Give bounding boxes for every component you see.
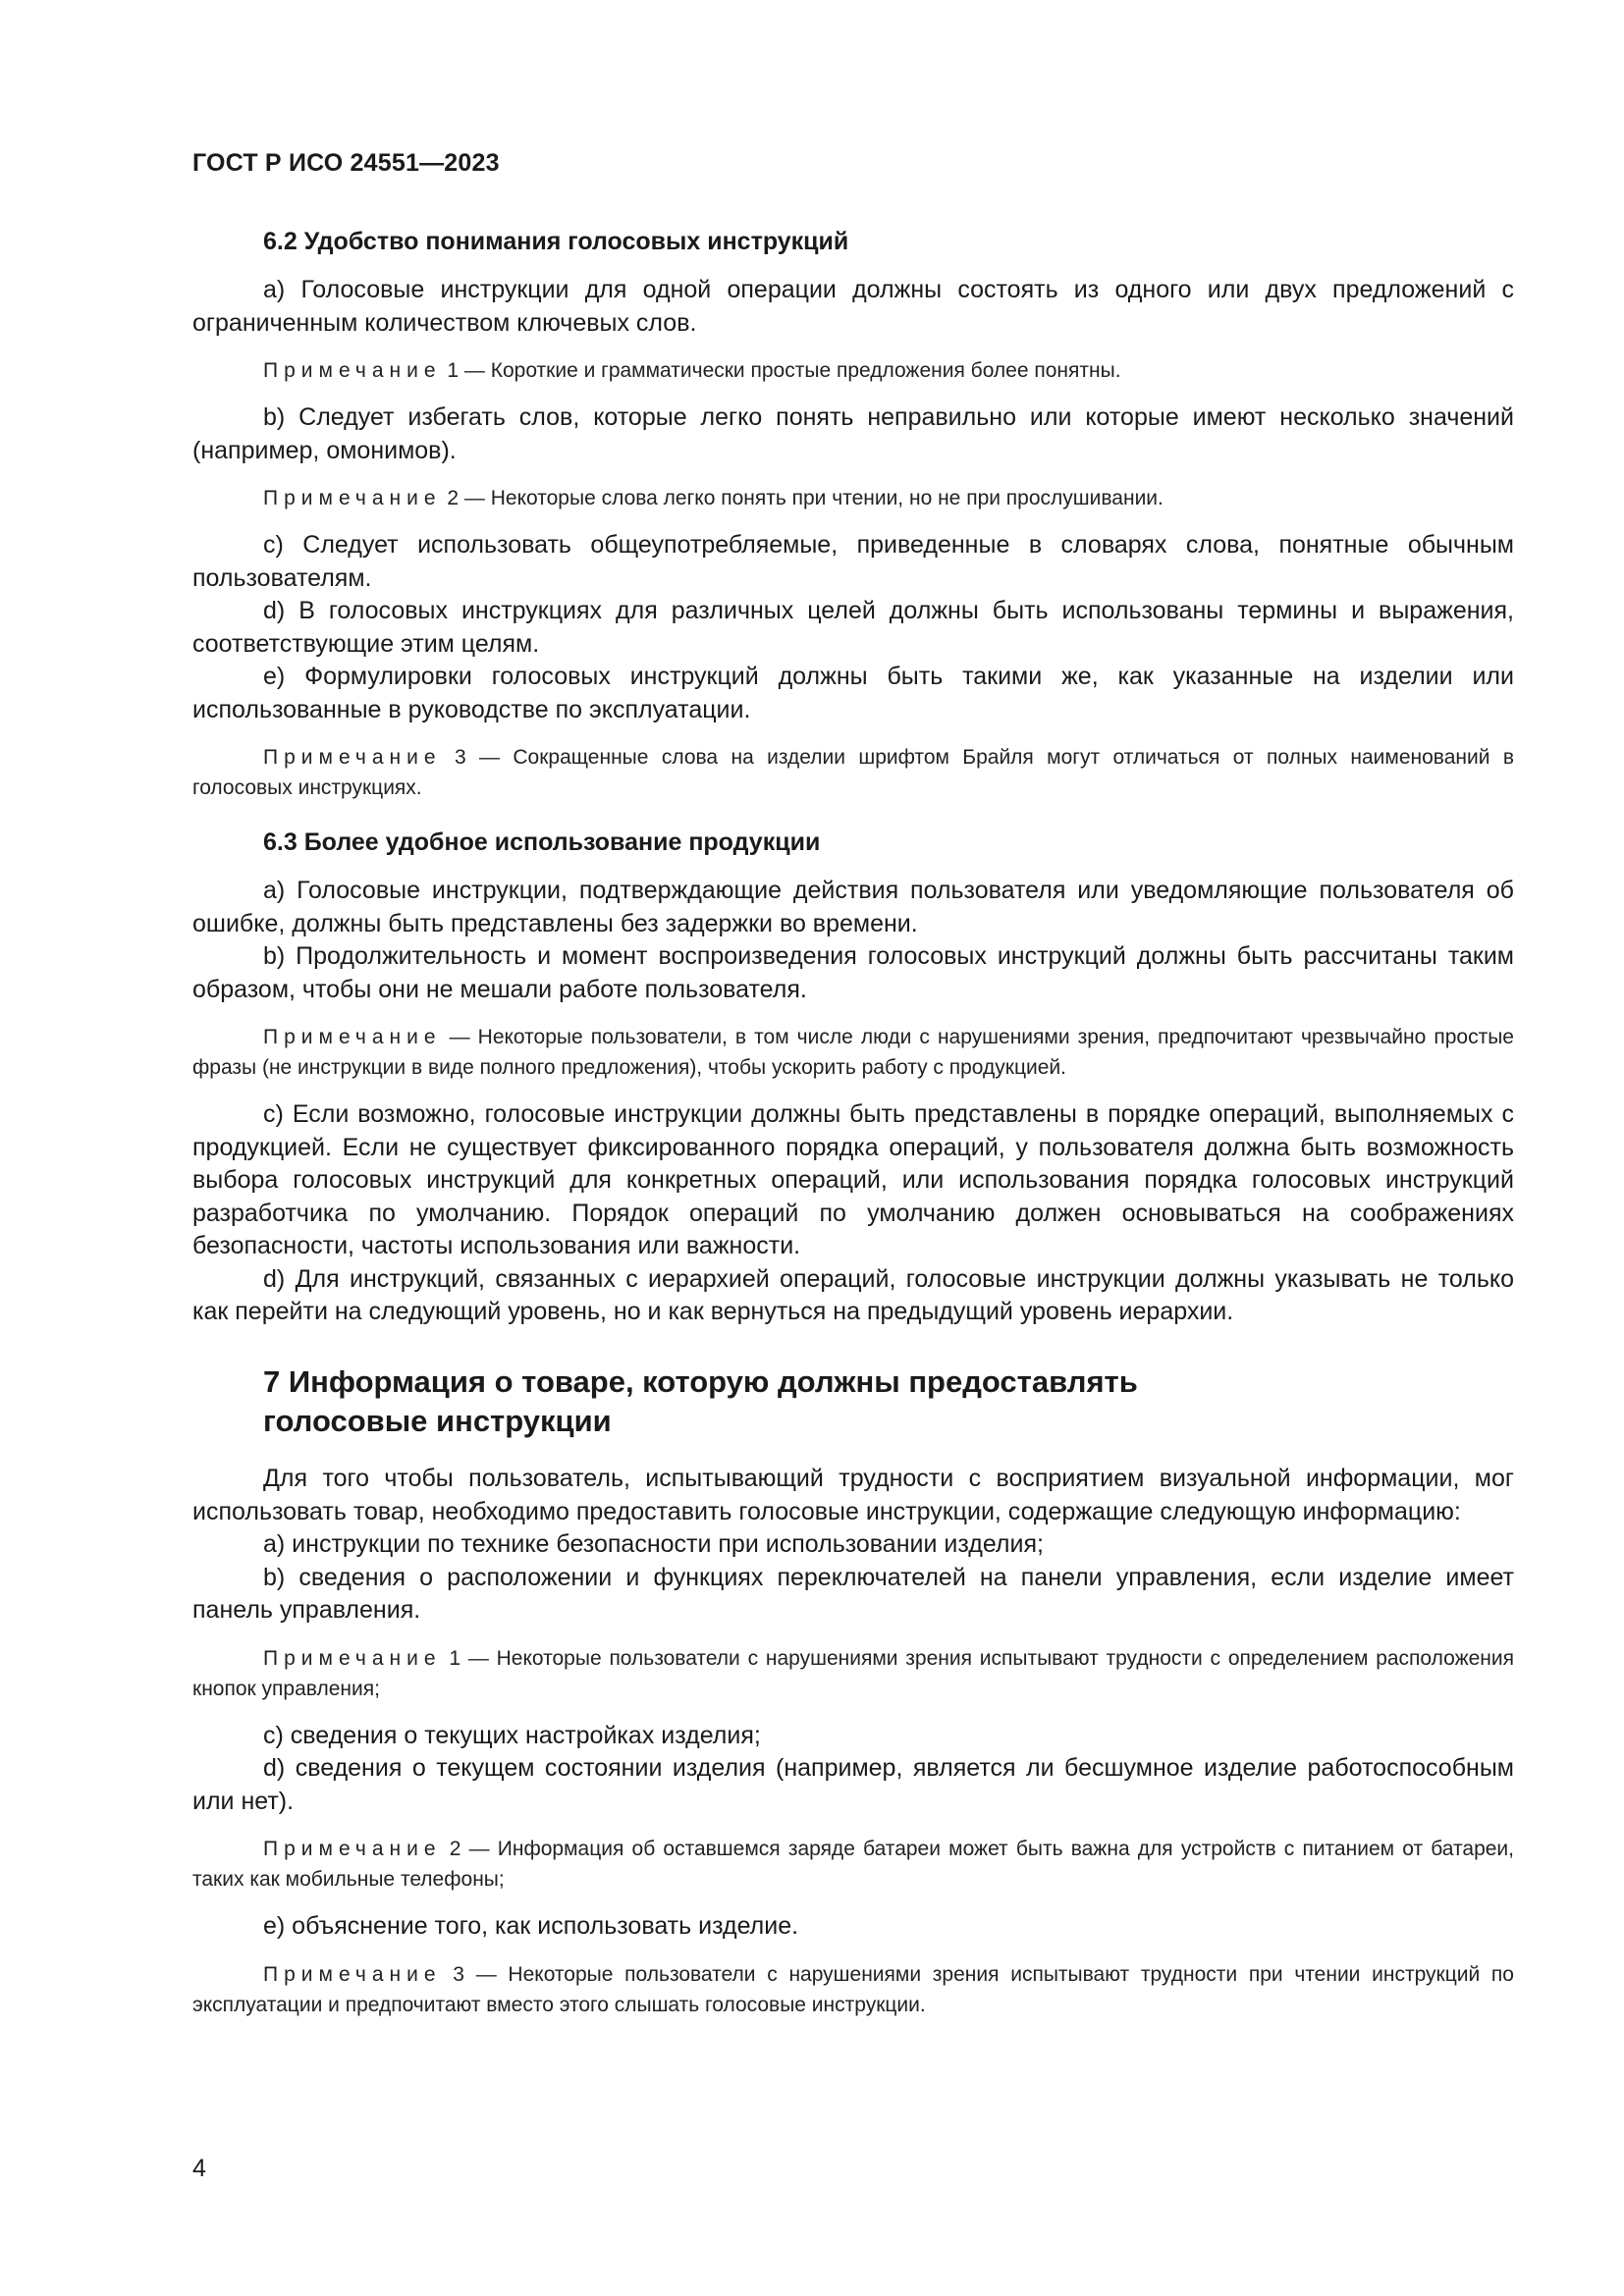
note-1 — [192, 355, 1514, 386]
note-label: Примечание — [263, 359, 442, 382]
standard-id-header: ГОСТ Р ИСО 24551—2023 — [192, 149, 500, 177]
note-text: 3 — Сокращенные слова на изделии шрифтом Брайля могут отличаться от полных наименований в голосовых инструкциях. — [192, 746, 1514, 799]
list-item-e: e) Формулировки голосовых инструкций должны быть такими же, как указанные на изделии или использованные в руководстве по эксплуатации. — [192, 663, 1514, 723]
list-item-c: c) Если возможно, голосовые инструкции должны быть представлены в порядке операций, выполняемых с продукцией. Если не существует фиксированного порядка операций, у пользователя должна быть возможность выбора голосовых инструкций для конкретных операций, или использования порядка голосовых инструкций разработчика по умолчанию. Порядок операций по умолчанию должен основываться на соображениях безопасности, частоты использования или важности. — [192, 1100, 1514, 1259]
note-label: Примечание — [263, 746, 442, 769]
note-label: Примечание — [263, 487, 442, 509]
note-text: 1 — Короткие и грамматически простые предложения более понятны. — [441, 359, 1121, 382]
note-text: 2 — Некоторые слова легко понять при чтении, но не при прослушивании. — [441, 487, 1164, 509]
list-item-b: b) сведения о расположении и функциях переключателей на панели управления, если изделие имеет панель управления. — [192, 1563, 1514, 1624]
list-item-e: e) объяснение того, как использовать изделие. — [263, 1912, 799, 1940]
page-number: 4 — [192, 2155, 206, 2182]
note — [192, 1022, 1514, 1083]
section-7 — [192, 1362, 1514, 2036]
section-6-2 — [192, 226, 1514, 819]
note-text: 3 — Некоторые пользователи с нарушениями зрения испытывают трудности при чтении инструкций по эксплуатации и предпочитают вместо этого слышать голосовые инструкции. — [192, 1962, 1514, 2016]
note-text: 2 — Информация об оставшемся заряде батареи может быть важна для устройств с питанием от батареи, таких как мобильные телефоны; — [192, 1838, 1514, 1891]
list-item-b: b) Продолжительность и момент воспроизведения голосовых инструкций должны быть рассчитаны таким образом, чтобы они не мешали работе пользователя. — [192, 942, 1514, 1003]
list-item-c: c) Следует использовать общеупотребляемые, приведенные в словарях слова, понятные обычным пользователям. — [192, 531, 1514, 592]
note-label: Примечание — [263, 1838, 442, 1860]
list-item-a: a) Голосовые инструкции, подтверждающие действия пользователя или уведомляющие пользователя об ошибке, должны быть представлены без задержки во времени. — [192, 877, 1514, 937]
note-text: — Некоторые пользователи, в том числе люди с нарушениями зрения, предпочитают чрезвычайно простые фразы (не инструкции в виде полного предложения), чтобы ускорить работу с продукцией. — [192, 1026, 1514, 1079]
section-heading: 6.3 Более удобное использование продукции — [263, 828, 821, 856]
intro-paragraph: Для того чтобы пользователь, испытывающий трудности с восприятием визуальной информации, мог использовать товар, необходимо предоставить голосовые инструкции, содержащие следующую информацию: — [192, 1465, 1514, 1525]
list-item-b: b) Следует избегать слов, которые легко понять неправильно или которые имеют несколько значений (например, омонимов). — [192, 403, 1514, 464]
list-item-a: a) Голосовые инструкции для одной операции должны состоять из одного или двух предложений с ограниченным количеством ключевых слов. — [192, 276, 1514, 337]
note-3 — [192, 1959, 1514, 2020]
note-2 — [192, 483, 1514, 513]
section-heading: 6.2 Удобство понимания голосовых инструкций — [263, 228, 849, 255]
list-item-c: c) сведения о текущих настройках изделия; — [263, 1721, 761, 1749]
note-label: Примечание — [263, 1646, 442, 1670]
note-3 — [192, 742, 1514, 803]
chapter-heading: 7 Информация о товаре, которую должны предоставлять голосовые инструкции — [263, 1364, 1138, 1438]
note-text: 1 — Некоторые пользователи с нарушениями зрения испытывают трудности с определением расположения кнопок управления; — [192, 1646, 1514, 1700]
note-label: Примечание — [263, 1026, 442, 1048]
list-item-d: d) сведения о текущем состоянии изделия (например, является ли бесшумное изделие работоспособным или нет). — [192, 1754, 1514, 1815]
section-6-3 — [192, 827, 1514, 1329]
note-1 — [192, 1643, 1514, 1704]
note-2 — [192, 1834, 1514, 1895]
list-item-d: d) В голосовых инструкциях для различных целей должны быть использованы термины и выражения, соответствующие этим целям. — [192, 597, 1514, 658]
list-item-d: d) Для инструкций, связанных с иерархией операций, голосовые инструкции должны указывать не только как перейти на следующий уровень, но и как вернуться на предыдущий уровень иерархии. — [192, 1264, 1514, 1325]
list-item-a: a) инструкции по технике безопасности при использовании изделия; — [263, 1530, 1044, 1558]
note-label: Примечание — [263, 1962, 442, 1986]
